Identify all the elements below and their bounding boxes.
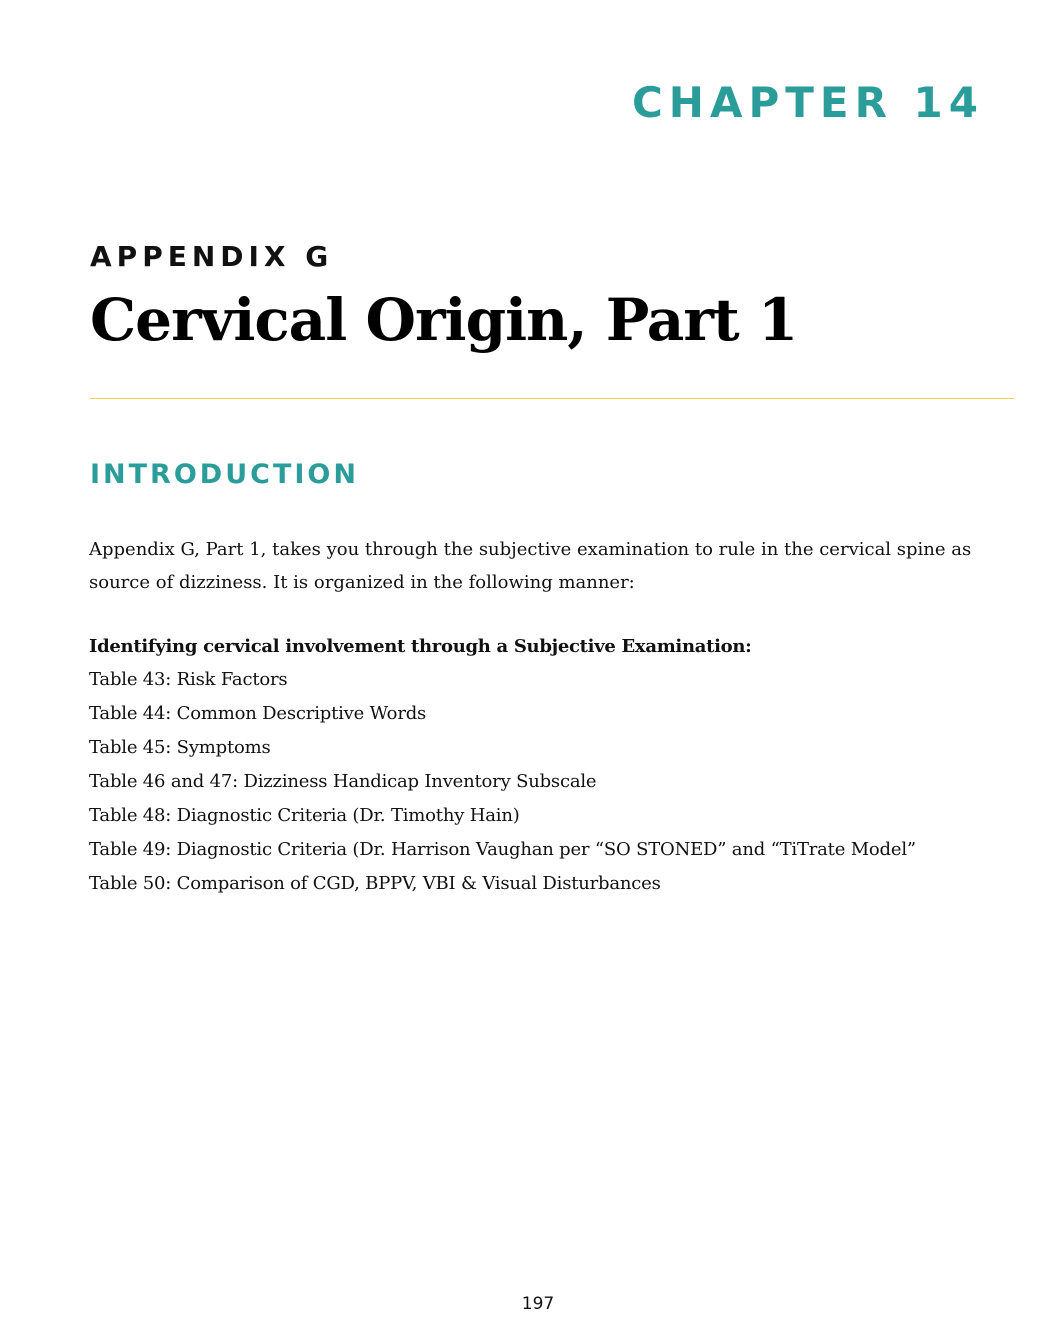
appendix-label: APPENDIX G xyxy=(90,240,334,273)
chapter-heading: CHAPTER 14 xyxy=(631,78,984,127)
list-heading: Identifying cervical involvement through a Subjective Examination: xyxy=(89,636,752,657)
list-item: Table 50: Comparison of CGD, BPPV, VBI & Visual Disturbances xyxy=(89,873,661,894)
list-item: Table 44: Common Descriptive Words xyxy=(89,703,427,724)
list-item: Table 45: Symptoms xyxy=(89,737,271,758)
intro-paragraph xyxy=(89,533,989,599)
intro-paragraph-text: Appendix G, Part 1, takes you through the subjective examination to rule in the cervical spine as source of dizziness. It is organized in the following manner: xyxy=(89,539,972,593)
divider-rule xyxy=(90,398,1014,399)
table-list xyxy=(89,663,916,901)
list-item: Table 46 and 47: Dizziness Handicap Inventory Subscale xyxy=(89,771,597,792)
list-item: Table 43: Risk Factors xyxy=(89,669,288,690)
list-item: Table 49: Diagnostic Criteria (Dr. Harrison Vaughan per “SO STONED” and “TiTrate Model” xyxy=(89,839,916,860)
page-number: 197 xyxy=(521,1294,555,1314)
page-title: Cervical Origin, Part 1 xyxy=(90,286,798,354)
section-heading-introduction: INTRODUCTION xyxy=(90,459,359,490)
list-item: Table 48: Diagnostic Criteria (Dr. Timothy Hain) xyxy=(89,805,520,826)
